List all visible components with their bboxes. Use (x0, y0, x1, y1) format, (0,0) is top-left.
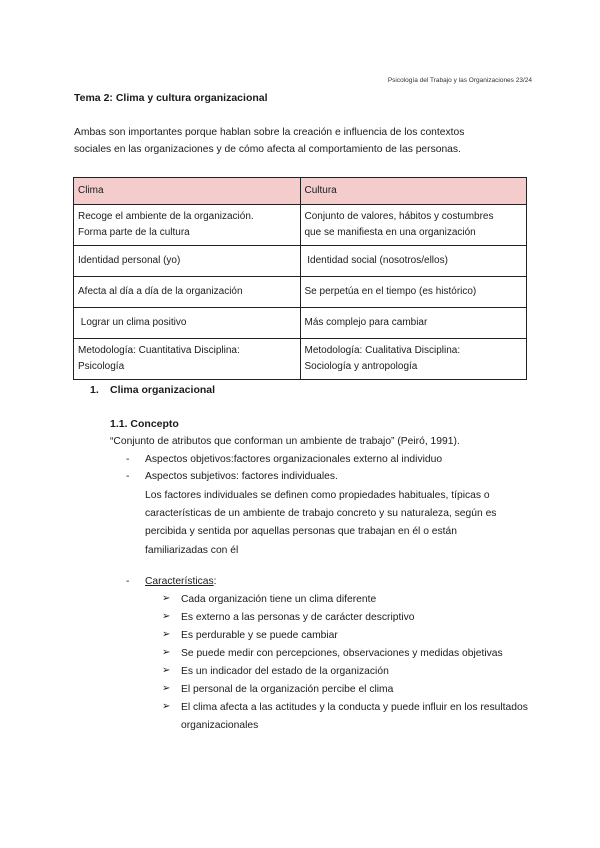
definition-quote: “Conjunto de atributos que conforman un ambiente de trabajo” (Peiró, 1991). (110, 436, 460, 447)
cell-line: Psicología (78, 361, 125, 372)
paragraph-line: percibida y sentida por aquellas personas que trabajan en él o están (145, 526, 457, 538)
table-header-clima: Clima (74, 178, 301, 205)
list-item: Aspectos subjetivos: factores individuales. (145, 471, 338, 482)
page-title: Tema 2: Clima y cultura organizacional (74, 92, 268, 104)
table-cell (300, 246, 527, 277)
characteristics-label: Características (145, 576, 214, 587)
table-cell (74, 205, 301, 246)
cell-line: Más complejo para cambiar (304, 317, 428, 328)
cell-line: Forma parte de la cultura (78, 227, 190, 238)
characteristic-item: El clima afecta a las actitudes y la conducta y puede influir en los resultados organizacionales (181, 702, 528, 731)
characteristic-item: Es un indicador del estado de la organización (181, 666, 389, 677)
characteristic-item: Cada organización tiene un clima diferente (181, 594, 377, 605)
table-cell (300, 277, 527, 308)
characteristics-colon: : (213, 576, 217, 587)
cell-line: Recoge el ambiente de la organización. (78, 211, 254, 222)
cell-line: Metodología: Cuantitativa Disciplina: (78, 345, 240, 356)
table-cell (74, 308, 301, 339)
arrow-bullet-icon: ➢ (162, 665, 171, 676)
intro-line: sociales en las organizaciones y de cómo afecta al comportamiento de las personas. (74, 144, 461, 155)
characteristic-item: Es externo a las personas y de carácter descriptivo (181, 612, 415, 623)
dash-bullet: - (126, 576, 130, 587)
dash-bullet: - (126, 454, 130, 465)
arrow-bullet-icon: ➢ (162, 647, 171, 658)
table-header-cultura: Cultura (300, 178, 527, 205)
individual-factors-paragraph (145, 487, 535, 560)
cell-line: Lograr un clima positivo (78, 317, 187, 328)
arrow-bullet-icon: ➢ (162, 611, 171, 622)
table-cell (74, 246, 301, 277)
cell-line: Metodología: Cualitativa Disciplina: (304, 345, 461, 356)
cell-line: Se perpetúa en el tiempo (es histórico) (304, 286, 477, 297)
table-cell (74, 339, 301, 380)
cell-line: Identidad personal (yo) (78, 255, 181, 266)
arrow-bullet-icon: ➢ (162, 701, 171, 712)
intro-paragraph (74, 124, 534, 158)
cell-line: Identidad social (nosotros/ellos) (304, 255, 448, 266)
table-row (74, 339, 527, 380)
table-cell (300, 339, 527, 380)
table-header-row (74, 178, 527, 205)
characteristic-item: Es perdurable y se puede cambiar (181, 630, 338, 641)
characteristic-item: El personal de la organización percibe el clima (181, 684, 394, 695)
cell-line: Sociología y antropología (304, 361, 418, 372)
characteristics-heading (145, 576, 217, 587)
cell-line: Conjunto de valores, hábitos y costumbres (304, 211, 494, 222)
table-cell (300, 308, 527, 339)
characteristic-item: Se puede medir con percepciones, observaciones y medidas objetivas (181, 648, 503, 659)
section-number: 1. (90, 384, 99, 396)
dash-bullet: - (126, 471, 130, 482)
comparison-table (73, 177, 527, 380)
cell-line: Afecta al día a día de la organización (78, 286, 243, 297)
table-cell (300, 205, 527, 246)
arrow-bullet-icon: ➢ (162, 593, 171, 604)
arrow-bullet-icon: ➢ (162, 629, 171, 640)
cell-line: que se manifiesta en una organización (304, 227, 476, 238)
intro-line: Ambas son importantes porque hablan sobre la creación e influencia de los contextos (74, 127, 465, 138)
table-row (74, 277, 527, 308)
page-header: Psicología del Trabajo y las Organizaciones 23/24 (387, 77, 532, 84)
table-cell (74, 277, 301, 308)
arrow-bullet-icon: ➢ (162, 683, 171, 694)
list-item: Aspectos objetivos:factores organizacionales externo al individuo (145, 454, 443, 465)
section-title: Clima organizacional (110, 384, 216, 396)
subsection-heading: 1.1. Concepto (110, 418, 179, 430)
paragraph-line: Los factores individuales se definen como propiedades habituales, típicas o (145, 490, 490, 501)
section-heading (90, 384, 215, 396)
paragraph-line: características de un ambiente de trabajo concreto y su naturaleza, según es (145, 508, 497, 520)
paragraph-line: familiarizadas con él (145, 544, 239, 556)
table-row (74, 205, 527, 246)
table-row (74, 308, 527, 339)
table-row (74, 246, 527, 277)
